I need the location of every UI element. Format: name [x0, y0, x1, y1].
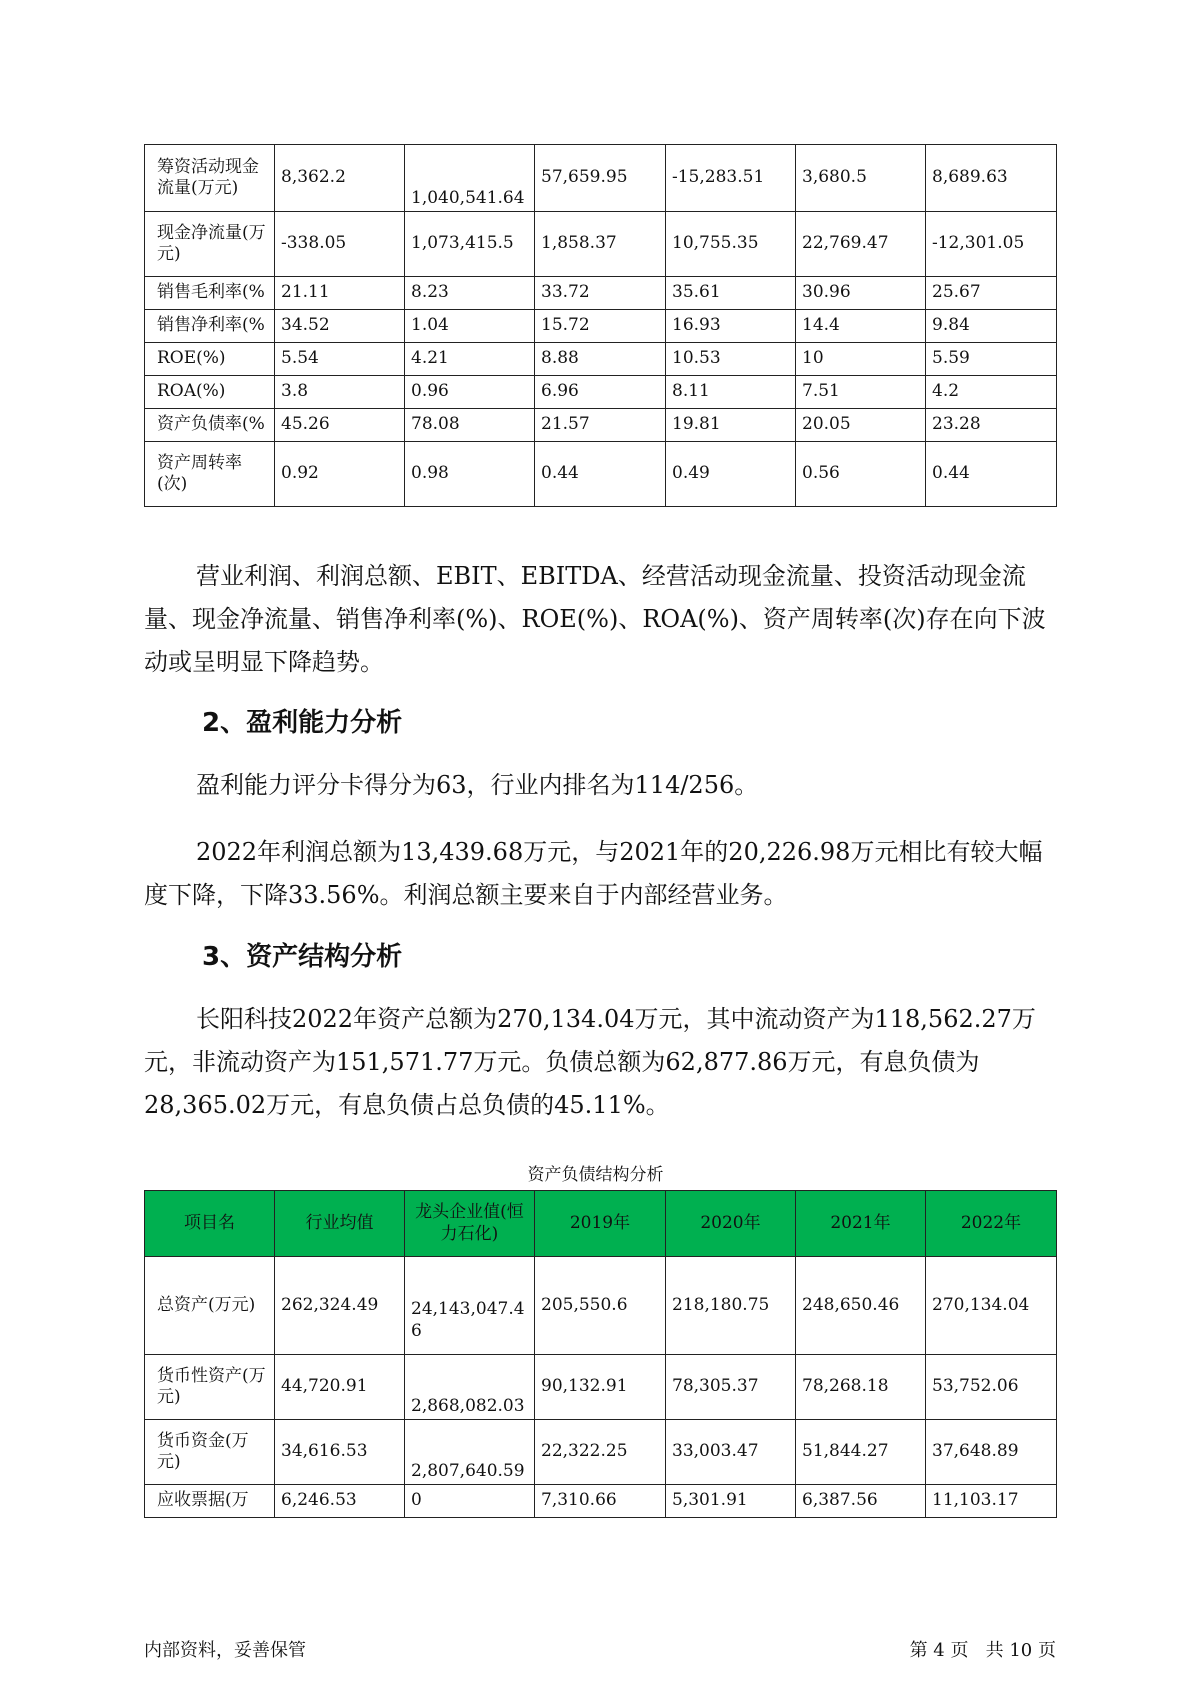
page-number: 第 4 页 共 10 页 [909, 1640, 1056, 1661]
row-label: 销售毛利率(% [145, 277, 275, 310]
row-label: 筹资活动现金流量(万元) [145, 145, 275, 212]
table-row [145, 1420, 1057, 1485]
cell: 6.96 [535, 376, 666, 409]
cell: 20.05 [796, 409, 926, 442]
cell: 21.11 [275, 277, 405, 310]
cell: 51,844.27 [796, 1420, 926, 1485]
cell: -12,301.05 [926, 212, 1057, 277]
cell: 24,143,047.46 [405, 1257, 535, 1355]
cell: 22,769.47 [796, 212, 926, 277]
row-label: 货币资金(万元) [145, 1420, 275, 1485]
row-label: 现金净流量(万元) [145, 212, 275, 277]
cell: 4.2 [926, 376, 1057, 409]
cell: 6,387.56 [796, 1485, 926, 1518]
cell: 44,720.91 [275, 1355, 405, 1420]
cell: 2,807,640.59 [405, 1420, 535, 1485]
table-row [145, 376, 1057, 409]
cell: 8.88 [535, 343, 666, 376]
row-label: ROA(%) [145, 376, 275, 409]
cell: 270,134.04 [926, 1257, 1057, 1355]
balance-sheet-structure-table [144, 1190, 1057, 1518]
cell: 19.81 [666, 409, 796, 442]
table-row [145, 277, 1057, 310]
cell: 22,322.25 [535, 1420, 666, 1485]
row-label: 总资产(万元) [145, 1257, 275, 1355]
column-header: 2022年 [926, 1191, 1057, 1257]
table-row [145, 442, 1057, 507]
cell: 16.93 [666, 310, 796, 343]
cell: 2,868,082.03 [405, 1355, 535, 1420]
cell: 1.04 [405, 310, 535, 343]
table-row [145, 212, 1057, 277]
cell: 0.44 [535, 442, 666, 507]
cell: 9.84 [926, 310, 1057, 343]
cell: 33.72 [535, 277, 666, 310]
cell: 23.28 [926, 409, 1057, 442]
cell: 0.56 [796, 442, 926, 507]
trend-paragraph: 营业利润、利润总额、EBIT、EBITDA、经营活动现金流量、投资活动现金流量、现金净流量、销售净利率(%)、ROE(%)、ROA(%)、资产周转率(次)存在向下波动或呈明显下降趋势。 [144, 562, 1046, 676]
column-header: 2019年 [535, 1191, 666, 1257]
table-row [145, 343, 1057, 376]
cell: 205,550.6 [535, 1257, 666, 1355]
row-label: 销售净利率(% [145, 310, 275, 343]
cell: 0.92 [275, 442, 405, 507]
row-label: 应收票据(万 [145, 1485, 275, 1518]
asset-paragraph: 长阳科技2022年资产总额为270,134.04万元，其中流动资产为118,562.27万元，非流动资产为151,571.77万元。负债总额为62,877.86万元，有息负债为28,365.02万元，有息负债占总负债的45.11%。 [144, 1005, 1036, 1119]
section-heading-asset-structure: 3、资产结构分析 [202, 942, 403, 972]
cell: 1,073,415.5 [405, 212, 535, 277]
table-row [145, 310, 1057, 343]
column-header: 行业均值 [275, 1191, 405, 1257]
cell: -15,283.51 [666, 145, 796, 212]
row-label: ROE(%) [145, 343, 275, 376]
table-row [145, 1355, 1057, 1420]
cell: 10 [796, 343, 926, 376]
row-label: 货币性资产(万元) [145, 1355, 275, 1420]
cell: 37,648.89 [926, 1420, 1057, 1485]
cell: 14.4 [796, 310, 926, 343]
column-header: 2021年 [796, 1191, 926, 1257]
cell: 1,858.37 [535, 212, 666, 277]
cell: 3.8 [275, 376, 405, 409]
cell: 21.57 [535, 409, 666, 442]
cell: 33,003.47 [666, 1420, 796, 1485]
cell: 7.51 [796, 376, 926, 409]
cell: 8,689.63 [926, 145, 1057, 212]
cell: 10,755.35 [666, 212, 796, 277]
cell: 5.59 [926, 343, 1057, 376]
cell: 3,680.5 [796, 145, 926, 212]
cell: 5.54 [275, 343, 405, 376]
table-row [145, 1257, 1057, 1355]
cell: 34.52 [275, 310, 405, 343]
cell: 25.67 [926, 277, 1057, 310]
column-header: 项目名 [145, 1191, 275, 1257]
row-label: 资产周转率(次) [145, 442, 275, 507]
table-caption: 资产负债结构分析 [527, 1165, 664, 1185]
financial-indicators-table [144, 144, 1057, 507]
row-label: 资产负债率(% [145, 409, 275, 442]
cell: 0.44 [926, 442, 1057, 507]
cell: 8,362.2 [275, 145, 405, 212]
column-header: 2020年 [666, 1191, 796, 1257]
cell: 78.08 [405, 409, 535, 442]
cell: 8.11 [666, 376, 796, 409]
cell: 248,650.46 [796, 1257, 926, 1355]
cell: -338.05 [275, 212, 405, 277]
cell: 218,180.75 [666, 1257, 796, 1355]
cell: 0.96 [405, 376, 535, 409]
table-header-row [145, 1191, 1057, 1257]
cell: 30.96 [796, 277, 926, 310]
cell: 34,616.53 [275, 1420, 405, 1485]
cell: 0.49 [666, 442, 796, 507]
section-heading-profitability: 2、盈利能力分析 [202, 708, 403, 738]
cell: 0.98 [405, 442, 535, 507]
cell: 6,246.53 [275, 1485, 405, 1518]
cell: 10.53 [666, 343, 796, 376]
cell: 262,324.49 [275, 1257, 405, 1355]
cell: 15.72 [535, 310, 666, 343]
footer-confidential-note: 内部资料，妥善保管 [144, 1640, 306, 1661]
table-row [145, 145, 1057, 212]
cell: 11,103.17 [926, 1485, 1057, 1518]
cell: 35.61 [666, 277, 796, 310]
cell: 90,132.91 [535, 1355, 666, 1420]
cell: 1,040,541.64 [405, 145, 535, 212]
cell: 0 [405, 1485, 535, 1518]
cell: 7,310.66 [535, 1485, 666, 1518]
cell: 4.21 [405, 343, 535, 376]
column-header: 龙头企业值(恒力石化) [405, 1191, 535, 1257]
cell: 5,301.91 [666, 1485, 796, 1518]
cell: 45.26 [275, 409, 405, 442]
cell: 53,752.06 [926, 1355, 1057, 1420]
cell: 57,659.95 [535, 145, 666, 212]
profit-paragraph: 2022年利润总额为13,439.68万元，与2021年的20,226.98万元相比有较大幅度下降，下降33.56%。利润总额主要来自于内部经营业务。 [144, 838, 1043, 909]
cell: 8.23 [405, 277, 535, 310]
table-row [145, 1485, 1057, 1518]
cell: 78,305.37 [666, 1355, 796, 1420]
profitability-score-paragraph: 盈利能力评分卡得分为63，行业内排名为114/256。 [196, 771, 759, 799]
cell: 78,268.18 [796, 1355, 926, 1420]
table-row [145, 409, 1057, 442]
